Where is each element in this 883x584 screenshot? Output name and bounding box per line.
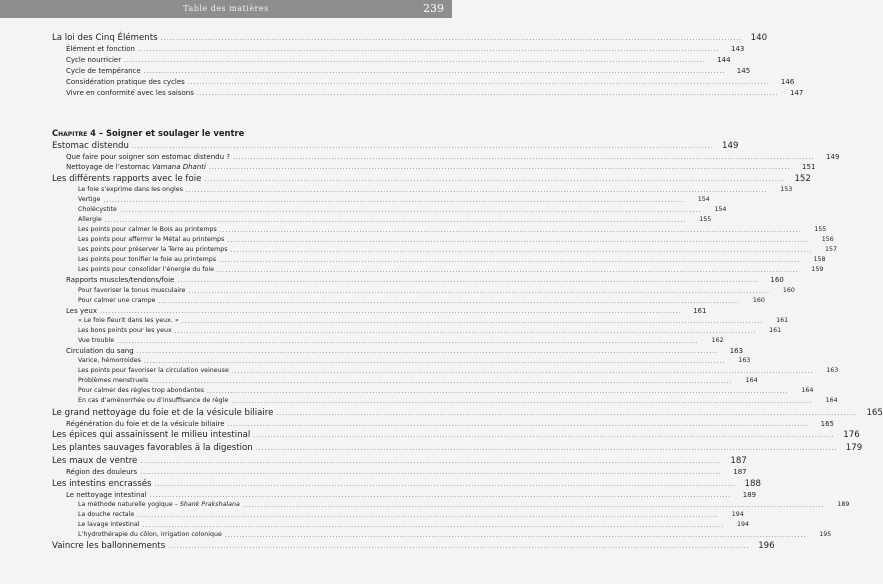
toc-entry-page: 155 (699, 216, 712, 224)
toc-entry (66, 77, 795, 87)
toc-entry (52, 455, 747, 466)
dot-leader: ........................................................................................................................................................................................................ (196, 89, 779, 97)
toc-entry (78, 265, 824, 275)
toc-entry (66, 419, 834, 429)
toc-entry-page: 160 (782, 286, 795, 294)
toc-entry-page: 161 (776, 316, 789, 324)
toc-entry (78, 500, 850, 510)
toc-entry-page: 143 (731, 45, 745, 53)
toc-entry-page: 164 (745, 376, 758, 384)
toc-entry-title: Les épices qui assainissent le milieu intestinal (52, 430, 251, 441)
dot-leader: ........................................................................................................................................................................................................ (143, 357, 726, 365)
dot-leader: ........................................................................................................................................................................................................ (276, 409, 858, 417)
toc-entry-title: « Le foie fleurit dans les yeux. » (78, 316, 179, 324)
toc-entry-title: La loi des Cinq Éléments (52, 33, 158, 43)
toc-entry-title: L’hydrothérapie du côlon, irrigation colonique (78, 530, 222, 538)
toc-entry (78, 520, 749, 530)
toc-entry (52, 541, 775, 552)
toc-entry (66, 275, 784, 285)
toc-entry (78, 286, 795, 296)
chapter-heading (52, 128, 244, 138)
toc-entry-title: Les points pour consolider l’énergie du foie (78, 266, 214, 274)
toc-entry-page: 189 (742, 490, 757, 499)
toc-entry-title: Les intestins encrassés (52, 478, 152, 489)
toc-entry-page: 154 (714, 206, 727, 214)
chapter-label: Chapitre 4 (52, 128, 96, 138)
toc-entry-title: Le foie s’exprime dans les ongles (78, 186, 183, 193)
toc-entry (78, 225, 827, 235)
dot-leader: ........................................................................................................................................................................................................ (140, 468, 722, 476)
dot-leader: ........................................................................................................................................................................................................ (136, 347, 719, 355)
toc-entry (66, 44, 745, 54)
dot-leader: ........................................................................................................................................................................................................ (255, 445, 838, 453)
toc-entry-title: Régénération du foie et de la vésicule biliaire (66, 419, 225, 428)
toc-entry-title: Vaincre les ballonnements (52, 541, 166, 552)
dot-leader: ........................................................................................................................................................................................................ (185, 187, 768, 194)
toc-entry (66, 346, 744, 356)
toc-entry-title: Les plantes sauvages favorables à la digestion (52, 443, 253, 454)
toc-entry-title: Cholécystite (78, 206, 117, 214)
toc-entry-page: 163 (738, 356, 751, 364)
toc-entry-page: 145 (736, 66, 751, 75)
dot-leader: ........................................................................................................................................................................................................ (181, 317, 764, 325)
dot-leader: ........................................................................................................................................................................................................ (187, 78, 770, 86)
toc-entry-page: 152 (794, 173, 811, 184)
toc-entry (52, 478, 761, 489)
toc-entry-title: Cycle de tempérance (66, 66, 141, 75)
dot-leader: ........................................................................................................................................................................................................ (230, 247, 813, 255)
dot-leader: ........................................................................................................................................................................................................ (99, 307, 682, 315)
toc-entry (52, 33, 768, 43)
toc-entry-page: 160 (752, 296, 765, 304)
toc-entry-title: Les points pour affermir le Métal au printemps (78, 236, 225, 244)
toc-entry-title: En cas d’aménorrhée ou d’insuffisance de règle (78, 397, 229, 405)
dot-leader: ........................................................................................................................................................................................................ (242, 501, 825, 509)
toc-entry-title: La méthode naturelle yogique – Shank Prakshalana (78, 500, 240, 508)
toc-entry (78, 366, 839, 376)
toc-entry-page: 196 (758, 541, 775, 552)
dot-leader: ........................................................................................................................................................................................................ (227, 420, 809, 428)
dot-leader: ........................................................................................................................................................................................................ (149, 491, 732, 499)
dot-leader: ........................................................................................................................................................................................................ (204, 175, 786, 183)
toc-entry (52, 173, 811, 184)
toc-entry-title: Pour calmer une crampe (78, 296, 156, 304)
dot-leader: ........................................................................................................................................................................................................ (177, 277, 759, 285)
dot-leader: ........................................................................................................................................................................................................ (219, 227, 802, 235)
toc-entry-italic: Shank Prakshalana (179, 500, 240, 508)
toc-entry-page: 179 (845, 443, 863, 454)
toc-entry (78, 195, 710, 205)
dot-leader: ........................................................................................................................................................................................................ (231, 367, 814, 375)
dot-leader: ........................................................................................................................................................................................................ (224, 531, 807, 539)
toc-entry (66, 467, 747, 477)
dot-leader: ........................................................................................................................................................................................................ (119, 207, 702, 215)
toc-entry-title: Le lavage intestinal (78, 520, 140, 528)
toc-entry-title: Rapports muscles/tendons/foie (66, 276, 175, 285)
dot-leader: ........................................................................................................................................................................................................ (160, 35, 743, 42)
toc-entry-title: Les bons points pour les yeux (78, 326, 172, 334)
toc-entry (78, 215, 712, 225)
toc-entry (78, 326, 782, 336)
toc-entry-page: 163 (729, 346, 744, 355)
toc-entry (78, 235, 834, 245)
toc-entry-title: Vivre en conformité avec les saisons (66, 88, 194, 97)
toc-entry (78, 185, 793, 195)
running-header-title: Table des matières (183, 4, 269, 13)
dot-leader: ........................................................................................................................................................................................................ (207, 388, 789, 395)
toc-entry (78, 376, 758, 386)
toc-entry-title: Les yeux (66, 306, 97, 315)
toc-entry-page: 163 (826, 366, 839, 374)
dot-leader: ........................................................................................................................................................................................................ (168, 543, 750, 551)
toc-entry (66, 152, 840, 162)
toc-entry-title: Vue trouble (78, 336, 115, 344)
toc-entry-page: 194 (736, 520, 749, 528)
toc-entry (78, 386, 814, 396)
toc-entry-page: 155 (814, 226, 827, 234)
toc-entry-page: 162 (711, 336, 724, 344)
toc-entry (78, 530, 832, 540)
toc-entry-title: Pour favoriser le tonus musculaire (78, 286, 186, 294)
toc-entry (78, 396, 838, 406)
toc-entry-italic: Vamana Dhanti (152, 163, 206, 172)
toc-entry (66, 306, 707, 316)
toc-entry (66, 88, 804, 98)
toc-entry-page: 140 (750, 33, 768, 43)
toc-entry (78, 245, 838, 255)
dot-leader: ........................................................................................................................................................................................................ (217, 267, 799, 275)
chapter-title: – Soigner et soulager le ventre (98, 128, 245, 138)
toc-entry-title: La douche rectale (78, 510, 135, 518)
toc-entry (78, 336, 724, 346)
dot-leader: ........................................................................................................................................................................................................ (143, 67, 726, 75)
toc-entry-page: 154 (697, 196, 710, 204)
toc-entry-title: Les maux de ventre (52, 455, 138, 466)
toc-entry-page: 187 (730, 455, 747, 466)
toc-entry-page: 149 (826, 153, 840, 162)
toc-entry (66, 490, 757, 500)
toc-entry-title: Varice, hémorroïdes (78, 356, 141, 364)
dot-leader: ........................................................................................................................................................................................................ (227, 237, 809, 245)
dot-leader: ........................................................................................................................................................................................................ (137, 46, 720, 53)
toc-entry-page: 144 (717, 55, 731, 64)
toc-entry-title: Considération pratique des cycles (66, 77, 185, 86)
toc-entry-title: Problèmes menstruels (78, 376, 149, 384)
toc-entry-title: Que faire pour soigner son estomac distendu ? (66, 153, 230, 162)
toc-entry (66, 55, 731, 65)
dot-leader: ........................................................................................................................................................................................................ (140, 457, 722, 465)
dot-leader: ........................................................................................................................................................................................................ (103, 197, 685, 205)
toc-entry-page: 156 (821, 236, 834, 244)
dot-leader: ........................................................................................................................................................................................................ (104, 217, 687, 225)
toc-entry (52, 407, 883, 418)
toc-entry (66, 66, 751, 76)
toc-entry-page: 187 (733, 467, 747, 476)
toc-entry-page: 146 (780, 77, 795, 86)
toc-entry-title: Pour calmer des règles trop abondantes (78, 387, 204, 394)
toc-entry (52, 141, 739, 151)
toc-entry-title: Allergie (78, 216, 102, 224)
toc-entry-title: Estomac distendu (52, 141, 129, 151)
toc-entry-title: Élément et fonction (66, 45, 135, 53)
dot-leader: ........................................................................................................................................................................................................ (142, 521, 724, 529)
toc-entry (78, 510, 744, 520)
dot-leader: ........................................................................................................................................................................................................ (124, 56, 706, 64)
dot-leader: ........................................................................................................................................................................................................ (219, 257, 801, 265)
toc-entry (78, 356, 751, 366)
toc-entry-page: 176 (843, 430, 860, 441)
dot-leader: ........................................................................................................................................................................................................ (174, 327, 757, 335)
toc-entry-title: Les points pour calmer le Bois au printemps (78, 226, 217, 234)
dot-leader: ........................................................................................................................................................................................................ (158, 297, 740, 305)
toc-entry-page: 165 (866, 407, 883, 418)
toc-entry-page: 165 (820, 419, 834, 428)
toc-entry-page: 157 (825, 246, 838, 254)
toc-entry-page: 147 (789, 88, 804, 97)
toc-entry-title: Les points pour favoriser la circulation veineuse (78, 366, 229, 374)
toc-entry-title: Vertige (78, 196, 101, 204)
dot-leader: ........................................................................................................................................................................................................ (253, 432, 835, 440)
toc-entry (52, 443, 863, 454)
toc-entry-title: Région des douleurs (66, 467, 138, 476)
toc-entry-page: 149 (722, 141, 739, 151)
toc-entry-page: 195 (819, 530, 832, 538)
dot-leader: ........................................................................................................................................................................................................ (137, 511, 719, 519)
dot-leader: ........................................................................................................................................................................................................ (208, 164, 791, 172)
toc-entry (78, 205, 727, 215)
toc-entry-title: Le grand nettoyage du foie et de la vésicule biliaire (52, 407, 274, 418)
dot-leader: ........................................................................................................................................................................................................ (232, 154, 815, 162)
toc-entry-title: Les points pour tonifier le foie au printemps (78, 256, 217, 264)
toc-entry-page: 188 (744, 478, 761, 489)
toc-entry-page: 160 (770, 276, 784, 285)
toc-entry-page: 161 (769, 326, 782, 334)
dot-leader: ........................................................................................................................................................................................................ (117, 337, 699, 345)
dot-leader: ........................................................................................................................................................................................................ (151, 377, 733, 385)
toc-entry (52, 430, 860, 441)
dot-leader: ........................................................................................................................................................................................................ (131, 143, 714, 150)
toc-entry-page: 189 (837, 500, 850, 508)
toc-entry (66, 162, 816, 172)
page-number: 239 (423, 2, 444, 15)
toc-entry-title: Circulation du sang (66, 346, 134, 355)
toc-entry-title: Les différents rapports avec le foie (52, 173, 202, 184)
toc-entry-title: Le nettoyage intestinal (66, 490, 147, 499)
toc-entry-title: Cycle nourricier (66, 55, 122, 64)
toc-entry-page: 153 (780, 186, 793, 193)
dot-leader: ........................................................................................................................................................................................................ (188, 287, 770, 295)
toc-entry (78, 296, 765, 306)
toc-entry-title: Les points pour préserver la Terre au printemps (78, 246, 228, 254)
toc-entry-title: Nettoyage de l’estomac Vamana Dhanti (66, 163, 206, 172)
toc-entry-page: 164 (825, 397, 838, 405)
toc-entry-page: 151 (802, 163, 816, 172)
toc-entry-page: 159 (811, 266, 824, 274)
toc-entry (78, 255, 826, 265)
dot-leader: ........................................................................................................................................................................................................ (231, 398, 813, 406)
toc-entry-page: 164 (801, 387, 814, 394)
toc-entry-page: 194 (731, 510, 744, 518)
toc-entry-page: 161 (693, 306, 707, 315)
toc-entry-page: 158 (813, 256, 826, 264)
dot-leader: ........................................................................................................................................................................................................ (154, 480, 736, 488)
toc-entry (78, 316, 789, 326)
